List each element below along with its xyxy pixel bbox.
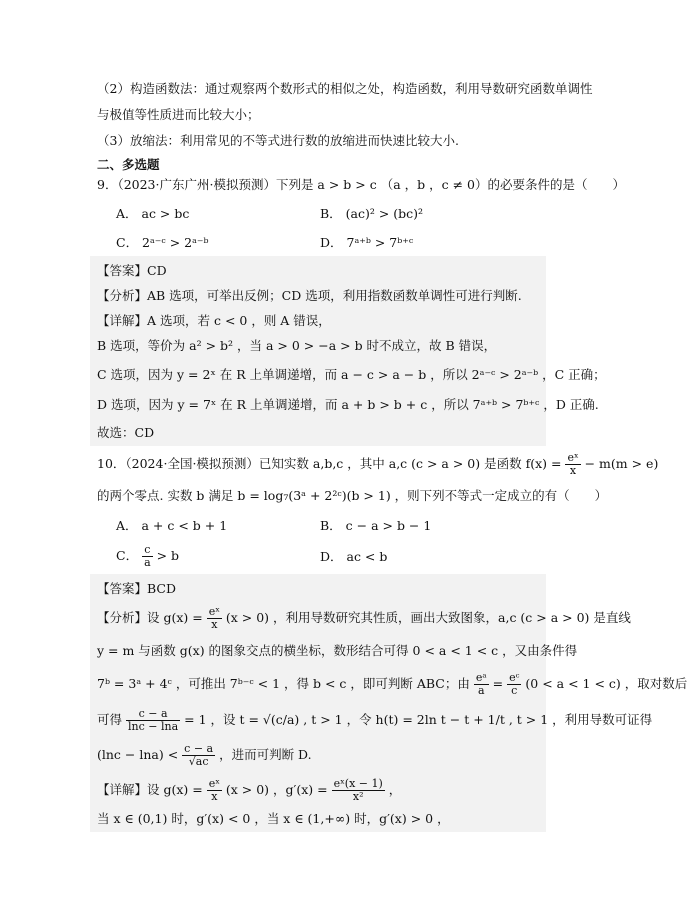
q10-analysis-line-1 [97,605,631,631]
q10-option-d: D． ac < b [320,549,388,564]
q10-option-b: B． c − a > b − 1 [320,518,432,533]
q9-answer: 【答案】CD [97,263,167,278]
fraction-numerator: eˣ [567,451,579,464]
fraction [126,708,180,733]
fraction-denominator: c [511,684,518,697]
q10-analysis-line-2: y = m 与函数 g(x) 的图象交点的横坐标，数形结合可得 0 < a < 1 < c ，又由条件得 [97,643,578,658]
fraction-numerator: eᵃ [475,671,487,684]
q9-conclusion: 故选：CD [97,425,155,440]
q10-option-c [116,544,179,569]
text-segment: ， [388,782,402,797]
fraction-numerator: eˣ(x − 1) [333,777,383,790]
q10-detail-line-1 [97,778,548,803]
q9-detail-1: 【详解】A 选项，若 c < 0 ，则 A 错误， [97,313,331,328]
q9-option-a: A． ac > bc [116,206,190,221]
intro-line-2: 与极值等性质进而比较大小； [97,107,260,122]
q10-analysis-line-3 [97,671,687,697]
q9-stem: 9．（2023·广东广州·模拟预测）下列是 a > b > c （a ，b ，c ≠ 0）的必要条件的是（ ） [97,177,625,192]
text-segment: ，进而可判断 D. [219,747,312,762]
q9-detail-2: B 选项，等价为 a² > b² ，当 a > 0 > −a > b 时不成立，故 B 错误， [97,338,497,353]
text-segment: (x > 0) ，利用导数研究其性质，画出大致图象，a,c (c > a > 0) 是直线 [225,610,631,625]
option-rest: > b [156,548,180,563]
intro-line-3: （3）放缩法：利用常见的不等式进行数的放缩进而快速比较大小. [97,133,459,148]
fraction-denominator: x [211,790,218,803]
fraction-denominator: x [569,464,577,477]
q10-stem-fraction [565,452,580,477]
option-label: C． [116,548,139,563]
text-segment: (lnc − lna) < [97,747,179,762]
text-segment: 【详解】设 g(x) = [97,782,203,797]
fraction-numerator: c − a [184,742,214,755]
fraction-numerator: eˣ [208,605,220,618]
section-title: 二、多选题 [97,157,160,172]
text-segment: 7ᵇ = 3ᵃ + 4ᶜ ，可推出 7ᵇ⁻ᶜ < 1 ，得 b < c ，即可判断 ABC；由 [97,676,470,691]
text-segment: 【分析】设 g(x) = [97,610,203,625]
text-segment: (x > 0) ，g′(x) = [225,782,328,797]
text-segment: (0 < a < 1 < c) ，取对数后 [525,676,687,691]
fraction [332,778,385,803]
q10-answer: 【答案】BCD [97,581,177,596]
fraction-numerator: eᶜ [509,671,520,684]
q10-detail-line-2: 当 x ∈ (0,1) 时，g′(x) < 0 ，当 x ∈ (1,+∞) 时，g′(x) > 0 ， [97,811,450,826]
fraction-denominator: a [477,684,485,697]
intro-line-1: （2）构造函数法：通过观察两个数形式的相似之处，构造函数，利用导数研究函数单调性 [97,81,593,96]
q9-detail-4: D 选项，因为 y = 7ˣ 在 R 上单调递增，而 a + b > b + c ，所以 7ᵃ⁺ᵇ > 7ᵇ⁺ᶜ ，D 正确. [97,397,599,412]
text-segment: 可得 [97,712,123,727]
q9-detail-3: C 选项，因为 y = 2ˣ 在 R 上单调递增，而 a − c > a − b ，所以 2ᵃ⁻ᶜ > 2ᵃ⁻ᵇ ，C 正确； [97,367,606,382]
q10-stem-line-1 [97,451,659,477]
q9-option-d: D． 7ᵃ⁺ᵇ > 7ᵇ⁺ᶜ [320,235,414,250]
fraction [207,606,222,631]
q10-option-c-fraction [142,544,153,569]
fraction-numerator: eˣ [208,777,220,790]
q10-stem-line-2: 的两个零点. 实数 b 满足 b = log₇(3ᵃ + 2²ᶜ)(b > 1) ，则下列不等式一定成立的有（ ） [97,488,608,503]
q10-stem-1a: 10．（2024·全国·模拟预测）已知实数 a,b,c ，其中 a,c (c > a > 0) 是函数 f(x) = [97,456,562,471]
text-segment: = [492,676,504,691]
q9-option-b: B． (ac)² > (bc)² [320,206,424,221]
fraction [182,743,215,768]
fraction [474,672,489,697]
fraction-numerator: c − a [126,708,180,721]
fraction-numerator: c [142,544,153,557]
q9-option-c: C． 2ᵃ⁻ᶜ > 2ᵃ⁻ᵇ [116,235,209,250]
fraction-denominator: a [144,556,151,569]
fraction [507,672,521,697]
fraction-denominator: x [211,618,218,631]
fraction-denominator: lnc − lna [128,720,179,733]
q10-option-a: A． a + c < b + 1 [116,518,228,533]
fraction-denominator: √ac [188,755,209,768]
fraction-denominator: x² [352,790,364,803]
q10-analysis-line-5 [97,743,548,768]
q10-analysis-line-4 [97,707,653,733]
q9-analysis: 【分析】AB 选项，可举出反例；CD 选项，利用指数函数单调性可进行判断. [97,288,522,303]
fraction [207,778,222,803]
q10-stem-1b: − m(m > e) [584,456,659,471]
text-segment: = 1 ，设 t = √(c/a) , t > 1 ，令 h(t) = 2ln t − t + 1/t , t > 1 ，利用导数可证得 [184,712,653,727]
